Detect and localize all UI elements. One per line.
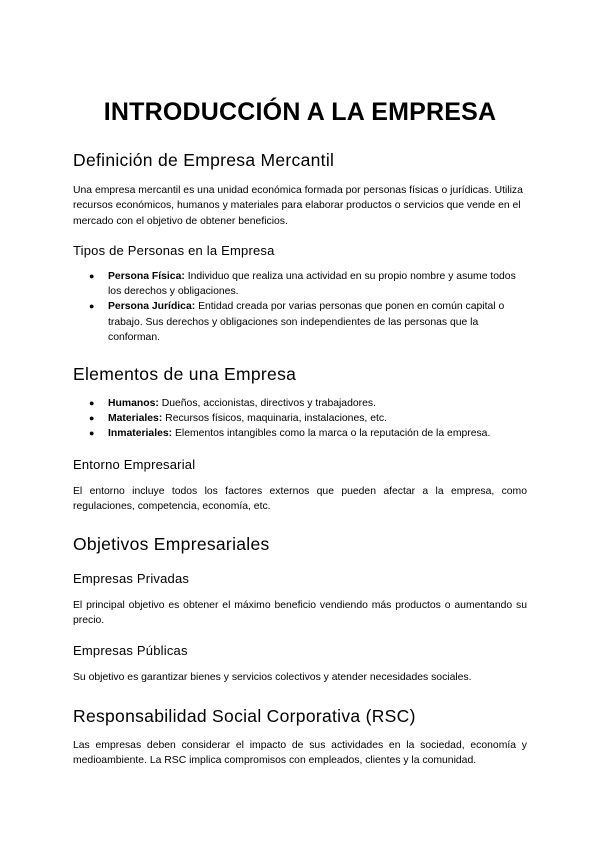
bullet-icon: ● (89, 428, 95, 439)
section-heading-rsc: Responsabilidad Social Corporativa (RSC) (73, 706, 416, 726)
subheading-entorno: Entorno Empresarial (73, 457, 196, 472)
item-term: Inmateriales: (108, 428, 173, 440)
item-term: Humanos: (108, 398, 159, 409)
subheading-empresas-privadas: Empresas Privadas (73, 571, 190, 586)
list-item (73, 269, 527, 299)
bullet-icon: ● (89, 413, 95, 424)
list-elementos (73, 396, 527, 442)
document-title: INTRODUCCIÓN A LA EMPRESA (103, 98, 497, 126)
section-paragraph-definicion: Una empresa mercantil es una unidad económica formada por personas físicas o jurídicas. Utiliza recursos económicos, humanos y materiales para elaborar productos o servicios que vende en el mercado con el objetivo de obtener beneficios. (73, 185, 523, 227)
section-heading-objetivos: Objetivos Empresariales (73, 534, 270, 554)
section-heading-elementos: Elementos de una Empresa (73, 364, 297, 384)
list-item (73, 299, 527, 345)
item-text: Individuo que realiza una actividad en su propio nombre y asume todos los derechos y obligaciones. (108, 271, 516, 298)
item-text: Elementos intangibles como la marca o la reputación de la empresa. (172, 428, 491, 440)
item-text: Recursos físicos, maquinaria, instalaciones, etc. (162, 413, 387, 425)
section-paragraph-entorno: El entorno incluye todos los factores externos que pueden afectar a la empresa, como regulaciones, competencia, economía, etc. (73, 486, 527, 513)
section-heading-definicion: Definición de Empresa Mercantil (73, 150, 335, 170)
subheading-empresas-publicas: Empresas Públicas (73, 643, 188, 658)
item-text: Entidad creada por varias personas que ponen en común capital o trabajo. Sus derechos y obligaciones son independientes de las personas que la conforman. (108, 301, 505, 343)
list-tipos-personas (73, 269, 527, 345)
bullet-icon: ● (89, 301, 95, 312)
list-item (73, 426, 527, 441)
bullet-icon: ● (89, 271, 95, 281)
item-term: Materiales: (108, 413, 163, 425)
subheading-tipos-personas: Tipos de Personas en la Empresa (73, 243, 275, 258)
list-item (73, 411, 527, 426)
item-text: Dueños, accionistas, directivos y trabajadores. (158, 398, 376, 409)
item-term: Persona Jurídica: (108, 301, 196, 313)
bullet-icon: ● (89, 398, 95, 408)
section-paragraph-rsc: Las empresas deben considerar el impacto de sus actividades en la sociedad, economía y medioambiente. La RSC implica compromisos con empleados, clientes y la comunidad. (73, 740, 527, 767)
paragraph-empresas-privadas: El principal objetivo es obtener el máximo beneficio vendiendo más productos o aumentando su precio. (73, 600, 527, 627)
paragraph-empresas-publicas: Su objetivo es garantizar bienes y servicios colectivos y atender necesidades sociales. (73, 672, 472, 683)
list-item (73, 396, 527, 411)
item-term: Persona Física: (108, 271, 185, 282)
